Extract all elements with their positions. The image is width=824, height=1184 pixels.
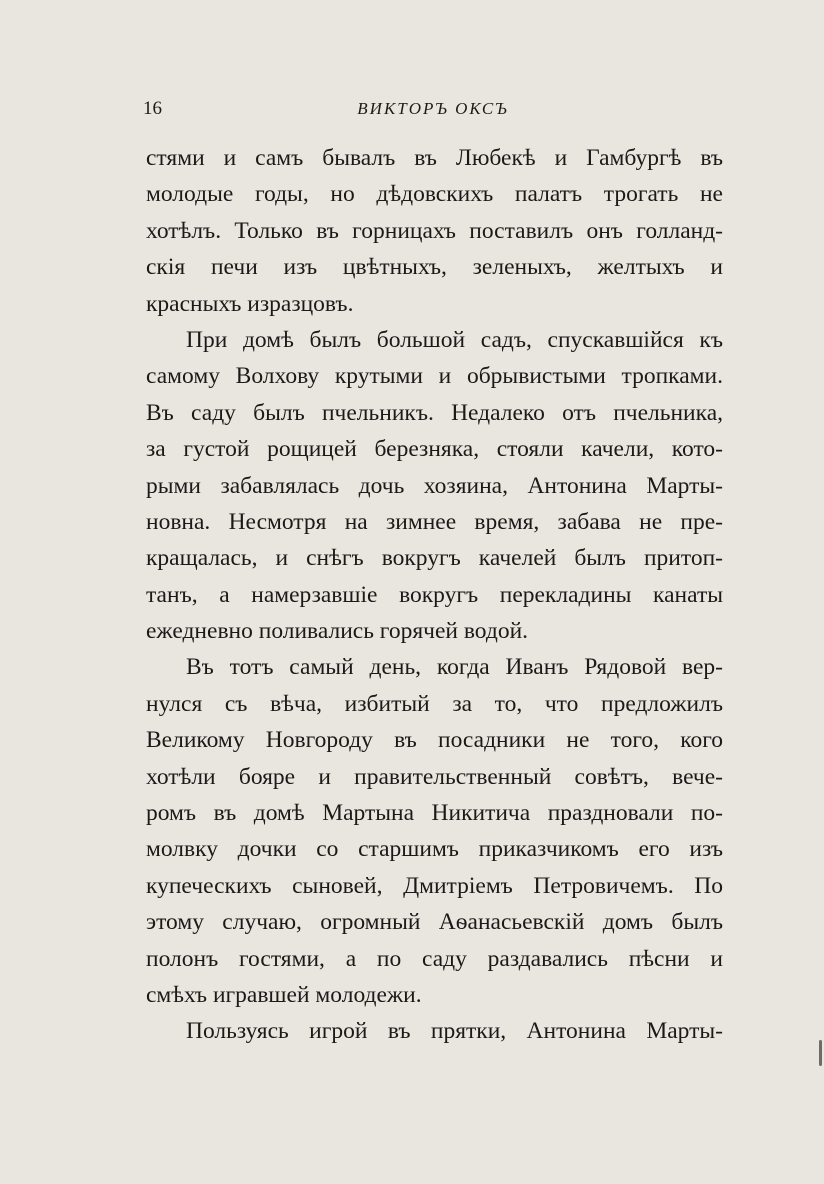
body-text [146, 140, 723, 1050]
running-title: ВИКТОРЪ ОКСЪ [357, 99, 509, 118]
text-line: ежедневно поливались горячей водой. [146, 618, 529, 645]
text-line: ромъ въ домѣ Мартына Никитича праздновали по- [146, 800, 723, 827]
running-head [143, 98, 723, 128]
text-line: При домѣ былъ большой садъ, спускавшійся къ [186, 326, 723, 353]
text-line: смѣхъ игравшей молодежи. [146, 981, 422, 1008]
text-line: купеческихъ сыновей, Дмитріемъ Петровичемъ. По [146, 872, 723, 899]
text-line: Пользуясь игрой въ прятки, Антонина Марты- [186, 1018, 723, 1045]
text-line: хотѣлъ. Только въ горницахъ поставилъ онъ голланд- [146, 217, 723, 244]
text-line: нулся съ вѣча, избитый за то, что предложилъ [146, 690, 723, 717]
text-line: скія печи изъ цвѣтныхъ, зеленыхъ, желтыхъ и [146, 254, 723, 281]
text-line: стями и самъ бывалъ въ Любекѣ и Гамбургѣ въ [146, 145, 723, 171]
text-line: самому Волхову крутыми и обрывистыми тропками. [146, 363, 723, 390]
text-line: молвку дочки со старшимъ приказчикомъ его изъ [146, 836, 723, 863]
text-line: новна. Несмотря на зимнее время, забава не пре- [146, 508, 723, 535]
text-line: Въ саду былъ пчельникъ. Недалеко отъ пчельника, [146, 399, 723, 426]
text-line: молодые годы, но дѣдовскихъ палатъ трогать не [146, 181, 723, 208]
page-edge-mark [819, 1040, 822, 1066]
text-line: танъ, а намерзавшіе вокругъ перекладины канаты [146, 581, 723, 608]
text-line: полонъ гостями, а по саду раздавались пѣсни и [146, 945, 723, 972]
text-line: кращалась, и снѣгъ вокругъ качелей былъ притоп- [146, 545, 723, 572]
text-line: этому случаю, огромный Аѳанасьевскій домъ былъ [146, 909, 723, 936]
text-line: за густой рощицей березняка, стояли качели, кото- [146, 436, 723, 463]
text-line: красныхъ изразцовъ. [146, 290, 354, 317]
text-line: Великому Новгороду въ посадники не того, кого [146, 727, 723, 754]
text-line: хотѣли бояре и правительственный совѣтъ, вече- [146, 763, 723, 790]
page-number: 16 [143, 98, 162, 119]
text-line: рыми забавлялась дочь хозяина, Антонина Марты- [146, 472, 723, 499]
text-line: Въ тотъ самый день, когда Иванъ Рядовой вер- [186, 654, 723, 681]
